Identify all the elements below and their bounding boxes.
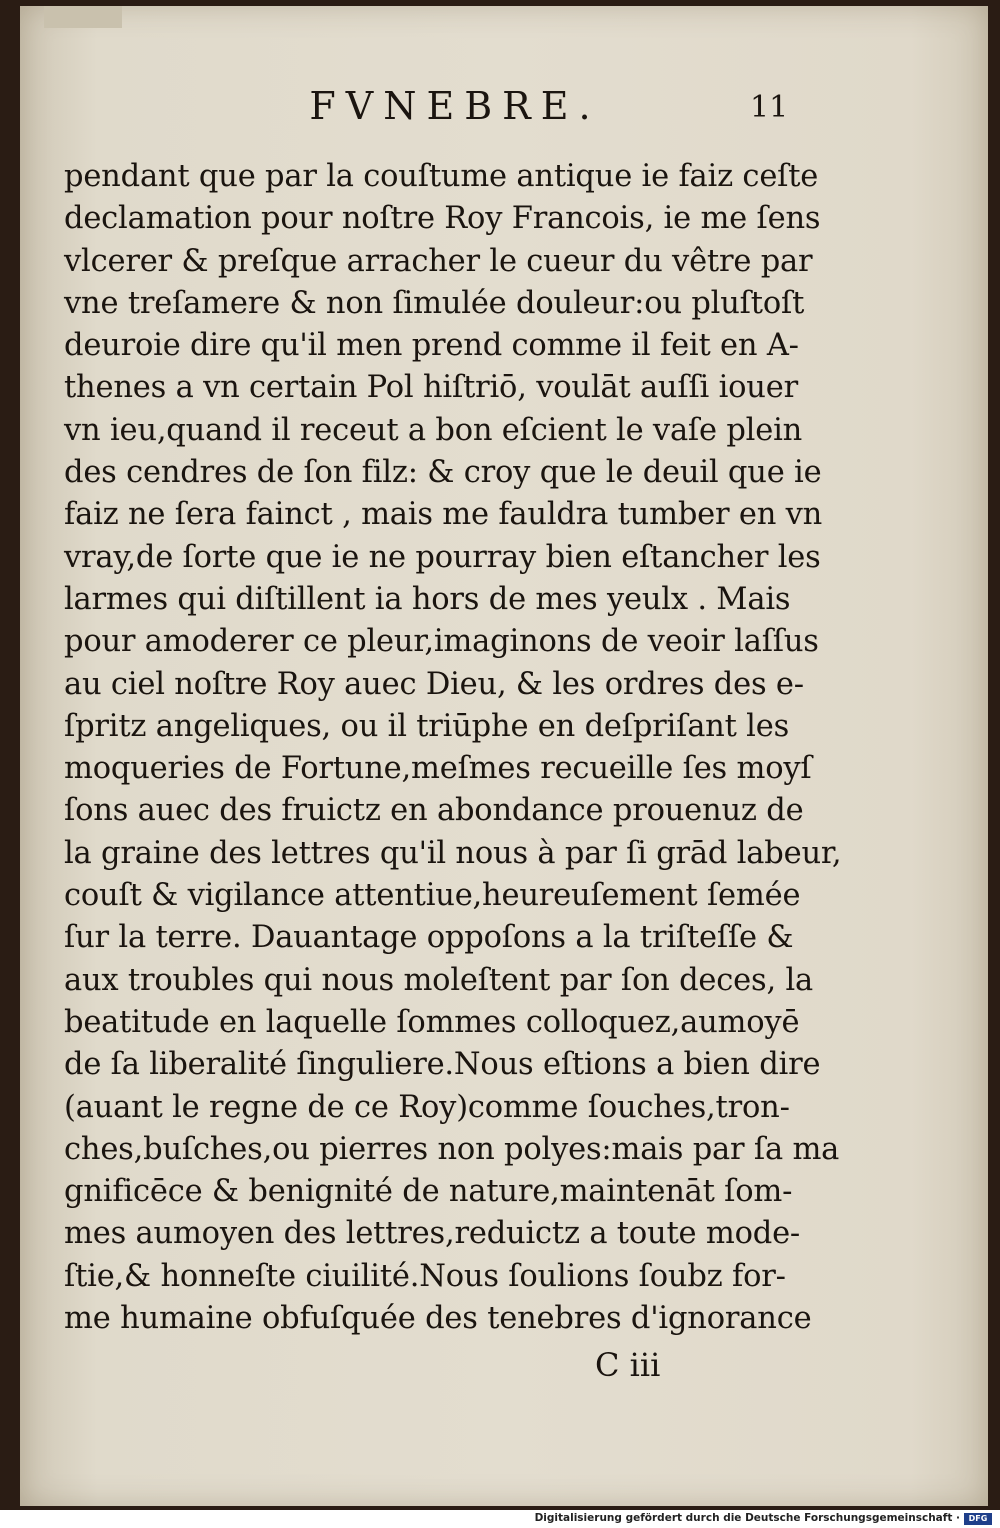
body-text — [64, 156, 842, 1340]
digitization-footer — [0, 1510, 1000, 1528]
text-line: vray,de ſorte que ie ne pourray bien eſtancher les — [64, 539, 821, 575]
text-line: ches,buſches,ou pierres non polyes:mais par ſa ma — [64, 1131, 840, 1167]
page-tab — [44, 6, 122, 28]
text-line: mes aumoyen des lettres,reduictz a toute mode- — [64, 1216, 801, 1252]
text-line: ſtie,& honneſte ciuilité.Nous ſoulions ſoubz for- — [64, 1258, 786, 1294]
text-line: pendant que par la couſtume antique ie faiz ceſte — [64, 159, 819, 194]
text-line: vlcerer & preſque arracher le cueur du vêtre par — [64, 243, 813, 279]
text-line: aux troubles qui nous moleſtent par ſon deces, la — [64, 962, 813, 998]
text-line: ſpritz angeliques, ou il triūphe en deſpriſant les — [64, 708, 790, 744]
text-line: faiz ne ſera fainct , mais me fauldra tumber en vn — [64, 497, 823, 533]
text-line: deuroie dire qu'il men prend comme il feit en A- — [64, 328, 799, 364]
signature-mark: C iii — [595, 1346, 661, 1384]
text-line: de ſa liberalité ſinguliere.Nous eſtions a bien dire — [64, 1047, 821, 1083]
page-number: 11 — [750, 90, 789, 125]
dfg-logo-icon: DFG — [964, 1513, 992, 1525]
running-head: FVNEBRE. — [309, 84, 601, 128]
funding-credit: Digitalisierung gefördert durch die Deutsche Forschungsgemeinschaft · — [534, 1512, 960, 1524]
text-line: ſons auec des fruictz en abondance prouenuz de — [64, 793, 804, 829]
text-line: (auant le regne de ce Roy)comme ſouches,tron- — [64, 1089, 790, 1125]
text-line: des cendres de ſon filz: & croy que le deuil que ie — [64, 455, 822, 491]
text-line: beatitude en laquelle ſommes colloquez,aumoyē — [64, 1004, 800, 1040]
text-line: larmes qui diſtillent ia hors de mes yeulx . Mais — [64, 581, 791, 617]
text-line: declamation pour noſtre Roy Francois, ie me ſens — [64, 201, 821, 237]
text-line: me humaine obfuſquée des tenebres d'ignorance — [64, 1301, 812, 1337]
text-line: gnificēce & benignité de nature,maintenāt ſom- — [64, 1174, 793, 1210]
text-line: pour amoderer ce pleur,imaginons de veoir laſſus — [64, 624, 819, 660]
page-header — [20, 84, 988, 144]
text-line: au ciel noſtre Roy auec Dieu, & les ordres des e- — [64, 666, 804, 702]
text-line: thenes a vn certain Pol hiſtriō, voulāt auſſi iouer — [64, 370, 798, 406]
text-line: vn ieu,quand il receut a bon eſcient le vaſe plein — [64, 412, 803, 448]
text-line: la graine des lettres qu'il nous à par ſi grād labeur, — [64, 835, 842, 871]
book-page — [20, 6, 988, 1506]
text-line: moqueries de Fortune,meſmes recueille ſes moyſ — [64, 751, 812, 787]
text-line: vne treſamere & non ſimulée douleur:ou pluſtoſt — [64, 285, 805, 321]
text-line: ſur la terre. Dauantage oppoſons a la triſteſſe & — [64, 920, 794, 956]
text-line: couſt & vigilance attentiue,heureuſement ſemée — [64, 878, 801, 914]
